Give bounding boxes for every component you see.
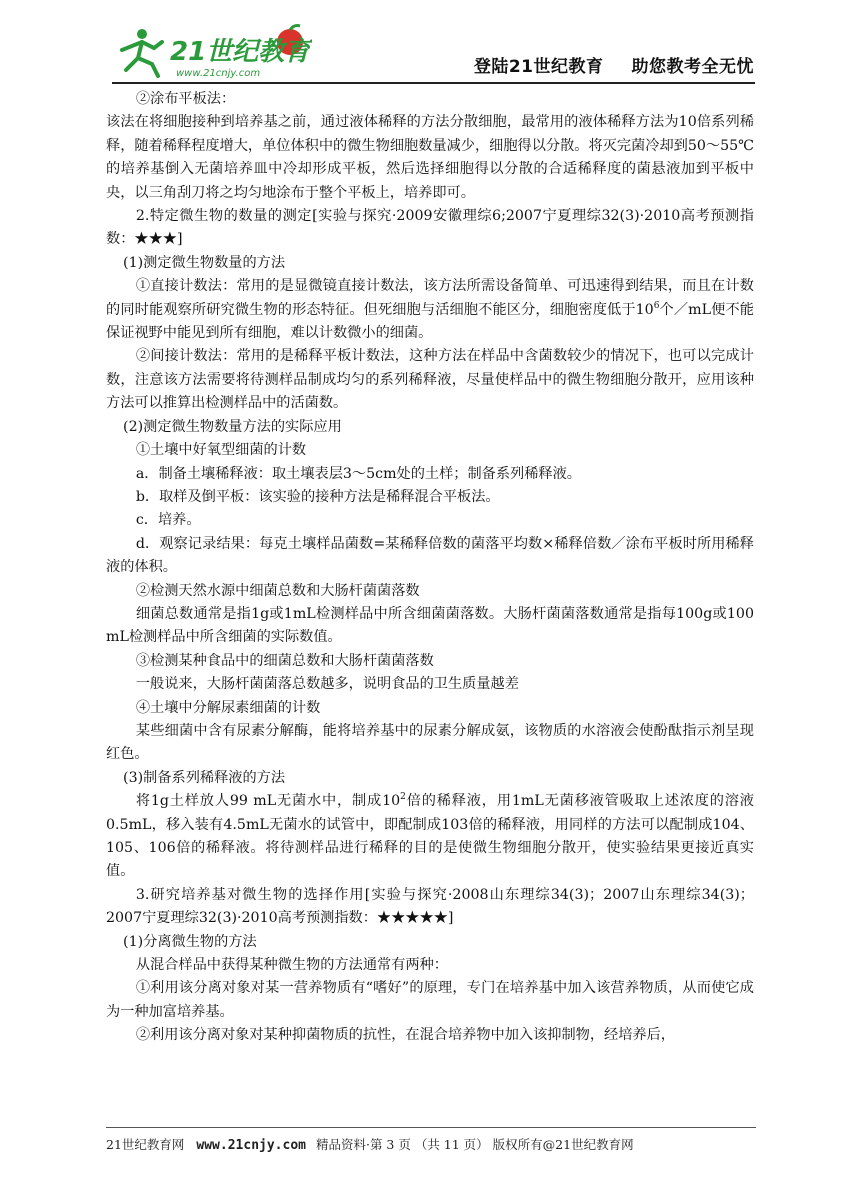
- runner-head-icon: [137, 29, 147, 39]
- paragraph: ②涂布平板法：: [135, 91, 236, 107]
- paragraph: b．取样及倒平板：该实验的接种方法是稀释混合平板法。: [135, 488, 500, 505]
- document-body: [106, 88, 754, 1048]
- footer-right: 精品资料·第 3 页 （共 11 页） 版权所有@21世纪教育网: [315, 1137, 634, 1152]
- paragraph: 细菌总数通常是指1g或1mL检测样品中所含细菌菌落数。大肠杆菌菌落数通常是指每100g或100 mL检测样品中所含细菌的实际数值。: [106, 605, 754, 646]
- text-segment: ①直接计数法：常用的是显微镜直接计数法，该方法所需设备简单、可迅速得到结果，而且在计数的同时能观察所研究微生物的形态特征。但死细胞与活细胞不能区分，细胞密度低于10: [106, 278, 754, 318]
- paragraph: 该法在将细胞接种到培养基之前，通过液体稀释的方法分散细胞，最常用的液体稀释方法为10倍系列稀释，随着稀释程度增大，单位体积中的微生物细胞数量减少，细胞得以分散。将灭完菌冷却到50～55℃的培养基倒入无菌培养皿中冷却形成平板，然后选择细胞得以分散的合适稀释度的菌悬液加到平板中央，以三角刮刀将之均匀地涂布于整个平板上，培养即可。: [106, 114, 754, 201]
- text-segment: 个／mL便不能保证视野中能见到所有细胞，难以计数微小的细菌。: [106, 301, 754, 342]
- page-header: [0, 0, 860, 92]
- logo-21cnjy: [112, 22, 312, 82]
- slogan-part-2: 助您教考全无忧: [631, 57, 754, 77]
- paragraph: 一般说来，大肠杆菌菌落总数越多，说明食品的卫生质量越差: [135, 676, 519, 693]
- paragraph: (1)测定微生物数量的方法: [123, 254, 286, 271]
- footer-left: 21世纪教育网: [106, 1137, 185, 1152]
- footer-site-link[interactable]: www.21cnjy.com: [196, 1138, 306, 1153]
- paragraph: 3.研究培养基对微生物的选择作用[实验与探究·2008山东理综34(3)；2007山东理综34(3)；2007宁夏理综32(3)·2010高考预测指数：★★★★★]: [106, 886, 754, 927]
- paragraph: ③检测某种食品中的细菌总数和大肠杆菌菌落数: [135, 652, 434, 669]
- page-footer: [106, 1127, 756, 1153]
- text-segment: 将1g土样放人99 mL无菌水中，制成10: [135, 793, 401, 810]
- text-segment: 倍的稀释液，用1mL无菌移液管吸取上述浓度的溶液0.5mL，移入装有4.5mL无菌水的试管中，即配制成103倍的稀释液，用同样的方法可以配制成104、105、106倍的稀释液。将待测样品进行稀释的目的是使微生物细胞分散开，使实验结果更接近真实值。: [106, 793, 754, 880]
- paragraph: ②间接计数法：常用的是稀释平板计数法，这种方法在样品中含菌数较少的情况下，也可以完成计数，注意该方法需要将待测样品制成均匀的系列稀释液，尽量使样品中的微生物细胞分散开，应用该种方法可以推算出检测样品中的活菌数。: [106, 348, 754, 412]
- superscript: 2: [400, 792, 406, 803]
- paragraph: a．制备土壤稀释液：取土壤表层3～5cm处的土样；制备系列稀释液。: [135, 465, 581, 482]
- paragraph: (2)测定微生物数量方法的实际应用: [123, 418, 342, 435]
- header-divider: [112, 82, 755, 84]
- paragraph: [106, 275, 754, 345]
- logo-text: 21世纪教育: [170, 37, 311, 67]
- paragraph: 从混合样品中获得某种微生物的方法通常有两种：: [135, 957, 448, 974]
- paragraph: ①利用该分离对象对某一营养物质有“嗜好”的原理，专门在培养基中加入该营养物质，从而使它成为一种加富培养基。: [106, 980, 754, 1020]
- paragraph: ②利用该分离对象对某种抑菌物质的抗性，在混合培养物中加入该抑制物，经培养后，: [135, 1027, 675, 1044]
- superscript: 6: [653, 300, 660, 311]
- paragraph: ④土壤中分解尿素细菌的计数: [135, 699, 321, 716]
- paragraph: ①土壤中好氧型细菌的计数: [135, 442, 307, 459]
- paragraph: 2.特定微生物的数量的测定[实验与探究·2009安徽理综6;2007宁夏理综32(3)·2010高考预测指数：★★★]: [106, 208, 754, 248]
- paragraph: ②检测天然水源中细菌总数和大肠杆菌菌落数: [135, 582, 420, 599]
- paragraph: d．观察记录结果：每克土壤样品菌数=某稀释倍数的菌落平均数×稀释倍数／涂布平板时所用稀释液的体积。: [106, 535, 754, 576]
- paragraph: [106, 790, 754, 884]
- paragraph: c．培养。: [135, 512, 201, 529]
- paragraph: 某些细菌中含有尿素分解酶，能将培养基中的尿素分解成氨，该物质的水溶液会使酚酞指示剂呈现红色。: [106, 722, 754, 763]
- slogan-part-1: 登陆21世纪教育: [473, 57, 604, 77]
- header-slogan: [474, 52, 754, 77]
- logo-url: www.21cnjy.com: [176, 68, 261, 79]
- paragraph: (3)制备系列稀释液的方法: [123, 769, 286, 786]
- paragraph: (1)分离微生物的方法: [123, 933, 257, 950]
